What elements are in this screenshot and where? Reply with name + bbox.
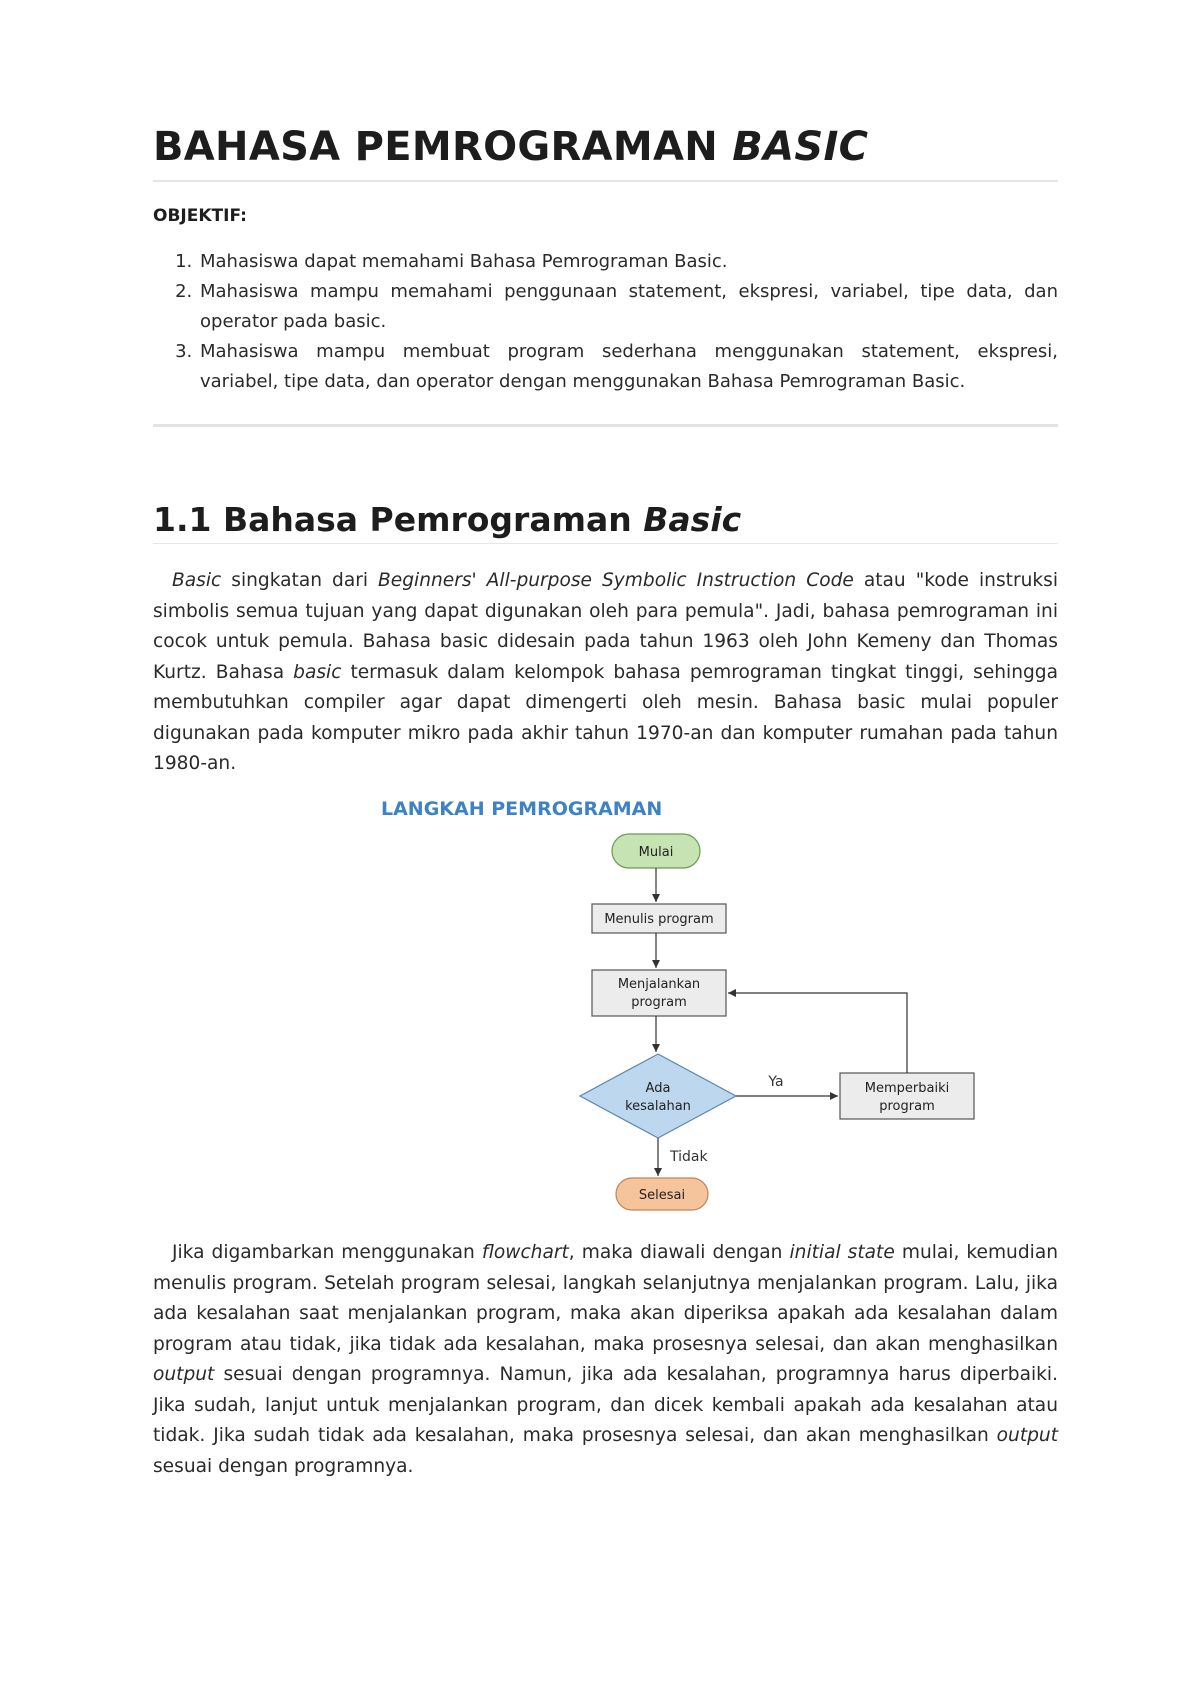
yes-label: Ya (768, 1074, 784, 1090)
italic-term: Beginners' All-purpose Symbolic Instruction Code (378, 570, 854, 591)
text-run: , maka diawali dengan (568, 1242, 790, 1263)
intro-paragraph (153, 566, 1058, 780)
fix-program-label-1: Memperbaiki (864, 1081, 950, 1096)
text-run: atau "kode instruksi simbolis semua tujuan yang dapat digunakan oleh para pemula". Jadi, bahasa pemrograman ini cocok untuk pemula. Bahasa basic didesain pada tahun 1963 oleh John Kemeny dan Thomas Kurtz. Bahasa (153, 570, 1058, 683)
text-run: sesuai dengan programnya. Namun, jika ada kesalahan, programnya harus diperbaiki. Jika sudah, lanjut untuk menjalankan program, dan dicek kembali apakah ada kesalahan atau tidak. Jika sudah tidak ada kesalahan, maka prosesnya selesai, dan akan menghasilkan (153, 1364, 1058, 1446)
section-title-divider (153, 543, 1058, 544)
decision-label-1: Ada (645, 1081, 671, 1096)
objective-item: 2. Mahasiswa mampu memahami penggunaan statement, ekspresi, variabel, tipe data, dan operator pada basic. (198, 277, 1058, 337)
objectives-list (153, 247, 1058, 397)
objective-item: 3. Mahasiswa mampu membuat program sederhana menggunakan statement, ekspresi, variabel, tipe data, dan operator dengan menggunakan Bahasa Pemrograman Basic. (198, 337, 1058, 397)
italic-term: basic (293, 661, 342, 683)
page-title-plain: BAHASA PEMROGRAMAN (153, 124, 719, 170)
run-program-label-2: program (631, 995, 687, 1010)
flowchart-explanation-paragraph (153, 1238, 1058, 1482)
flowchart-title: LANGKAH PEMROGRAMAN (381, 798, 663, 820)
text-run: mulai, kemudian menulis program. Setelah program selesai, langkah selanjutnya menjalankan program. Lalu, jika ada kesalahan saat menjalankan program, maka akan diperiksa apakah ada kesalahan dalam program atau tidak, jika tidak ada kesalahan, maka prosesnya selesai, dan akan menghasilkan (153, 1242, 1058, 1355)
flowchart-diagram (418, 820, 988, 1220)
section-title-italic: Basic (643, 500, 742, 539)
title-divider (153, 180, 1058, 182)
fix-program-label-2: program (879, 1099, 935, 1114)
italic-term: initial state (789, 1242, 895, 1263)
no-label: Tidak (670, 1149, 708, 1165)
page-title (153, 124, 868, 170)
objective-item: 1. Mahasiswa dapat memahami Bahasa Pemrograman Basic. (198, 247, 1058, 277)
italic-term: Basic (172, 570, 222, 591)
italic-term: output (153, 1364, 215, 1385)
section-divider (153, 424, 1058, 427)
italic-term: output (996, 1425, 1058, 1446)
text-run: Jika digambarkan menggunakan (172, 1242, 482, 1263)
start-label: Mulai (638, 845, 674, 860)
objective-label: OBJEKTIF: (153, 206, 247, 226)
run-program-label-1: Menjalankan (617, 977, 701, 992)
section-title (153, 500, 741, 539)
decision-label-2: kesalahan (625, 1099, 691, 1114)
text-run: sesuai dengan programnya. (153, 1455, 414, 1477)
section-title-plain: 1.1 Bahasa Pemrograman (153, 500, 632, 539)
arrow-fix-run (728, 993, 907, 1073)
end-label: Selesai (638, 1188, 686, 1203)
decision-node (580, 1054, 736, 1138)
page-title-italic: BASIC (732, 124, 869, 170)
text-run: singkatan dari (221, 570, 379, 591)
italic-term: flowchart (481, 1242, 569, 1263)
write-program-label: Menulis program (604, 912, 714, 927)
text-run: termasuk dalam kelompok bahasa pemrograman tingkat tinggi, sehingga membutuhkan compiler agar dapat dimengerti oleh mesin. Bahasa basic mulai populer digunakan pada komputer mikro pada akhir tahun 1970-an dan komputer rumahan pada tahun 1980-an. (153, 661, 1058, 774)
